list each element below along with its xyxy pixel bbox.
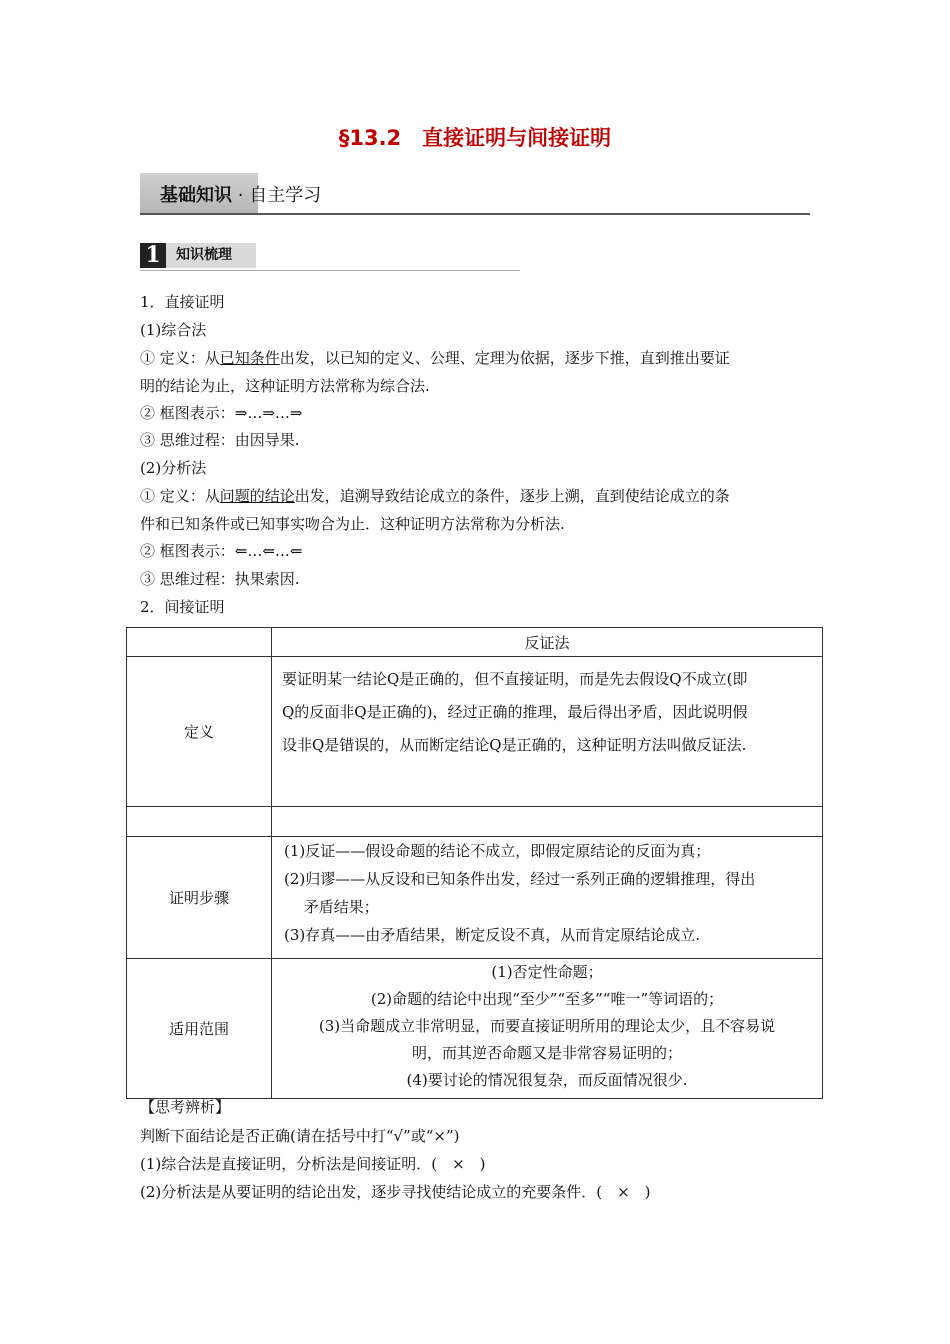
synthesis-definition-cont: 明的结论为止，这种证明方法常称为综合法. (140, 377, 430, 395)
underlined-term: 问题的结论 (219, 487, 295, 505)
scope-line: (2)命题的结论中出现“至少”“至多”“唯一”等词语的； (370, 990, 724, 1008)
banner-dot: · (237, 185, 244, 206)
think-question-2: (2)分析法是从要证明的结论出发，逐步寻找使结论成立的充要条件．( × ) (140, 1183, 651, 1201)
step-line: (2)归谬——从反设和已知条件出发，经过一系列正确的逻辑推理，得出 (284, 870, 756, 888)
definition-cell (272, 657, 823, 807)
step-line: 矛盾结果； (284, 898, 379, 916)
table-cell (127, 628, 272, 657)
table-row (127, 959, 823, 1099)
think-intro: 判断下面结论是否正确(请在括号中打“√”或“×”) (140, 1127, 460, 1145)
heading-synthesis: (1)综合法 (140, 321, 207, 339)
table-row (127, 807, 823, 837)
heading-direct-proof: 1．直接证明 (140, 293, 225, 311)
banner-bold: 基础知识 (160, 185, 232, 206)
definition-line: 要证明某一结论Q是正确的，但不直接证明，而是先去假设Q不成立(即 (282, 670, 748, 688)
page-title: §13.2 直接证明与间接证明 (338, 126, 612, 150)
step-line: (3)存真——由矛盾结果，断定反设不真，从而肯定原结论成立. (284, 926, 701, 944)
heading-indirect-proof: 2．间接证明 (140, 598, 225, 616)
table-cell (272, 807, 823, 837)
subsection-number: 1 (140, 243, 166, 268)
analysis-definition (140, 486, 730, 506)
heading-analysis: (2)分析法 (140, 459, 207, 477)
banner-rest: 自主学习 (249, 185, 322, 206)
text: 出发，追溯导致结论成立的条件，逐步上溯，直到使结论成立的条 (294, 487, 730, 505)
subsection-label: 知识梳理 (166, 243, 256, 268)
underlined-term: 已知条件 (219, 349, 280, 367)
analysis-definition-cont: 件和已知条件或已知事实吻合为止．这种证明方法常称为分析法. (140, 515, 565, 533)
definition-line: 设非Q是错误的，从而断定结论Q是正确的，这种证明方法叫做反证法. (282, 736, 747, 754)
scope-cell (272, 959, 823, 1099)
analysis-thinking: ③ 思维过程：执果索因. (140, 570, 300, 588)
banner-text (160, 181, 321, 207)
steps-cell (272, 837, 823, 959)
row-label-steps: 证明步骤 (127, 837, 272, 959)
scope-line: (4)要讨论的情况很复杂，而反面情况很少. (406, 1071, 688, 1089)
synthesis-diagram: ② 框图表示：⇒…⇒…⇒ (140, 404, 303, 422)
text: ① 定义：从 (140, 349, 220, 367)
analysis-diagram: ② 框图表示：⇐…⇐…⇐ (140, 542, 303, 560)
subsection-header (140, 240, 520, 271)
scope-line: 明，而其逆否命题又是非常容易证明的； (411, 1044, 682, 1062)
scope-line: (3)当命题成立非常明显，而要直接证明所用的理论太少，且不容易说 (318, 1017, 776, 1035)
table-cell (127, 807, 272, 837)
table-row (127, 837, 823, 959)
text: ① 定义：从 (140, 487, 220, 505)
think-question-1: (1)综合法是直接证明，分析法是间接证明．( × ) (140, 1155, 486, 1173)
row-label-definition: 定义 (127, 657, 272, 807)
section-banner (140, 173, 810, 215)
table-header: 反证法 (272, 628, 823, 657)
table-row (127, 657, 823, 807)
contradiction-table (126, 627, 823, 1099)
scope-line: (1)否定性命题； (491, 963, 603, 981)
synthesis-definition (140, 348, 730, 368)
think-heading: 【思考辨析】 (140, 1098, 231, 1116)
definition-line: Q的反面非Q是正确的)，经过正确的推理，最后得出矛盾，因此说明假 (282, 703, 748, 721)
synthesis-thinking: ③ 思维过程：由因导果. (140, 431, 300, 449)
row-label-scope: 适用范围 (127, 959, 272, 1099)
text: 出发，以已知的定义、公理、定理为依据，逐步下推，直到推出要证 (279, 349, 730, 367)
step-line: (1)反证——假设命题的结论不成立，即假定原结论的反面为真； (284, 842, 711, 860)
table-row (127, 628, 823, 657)
